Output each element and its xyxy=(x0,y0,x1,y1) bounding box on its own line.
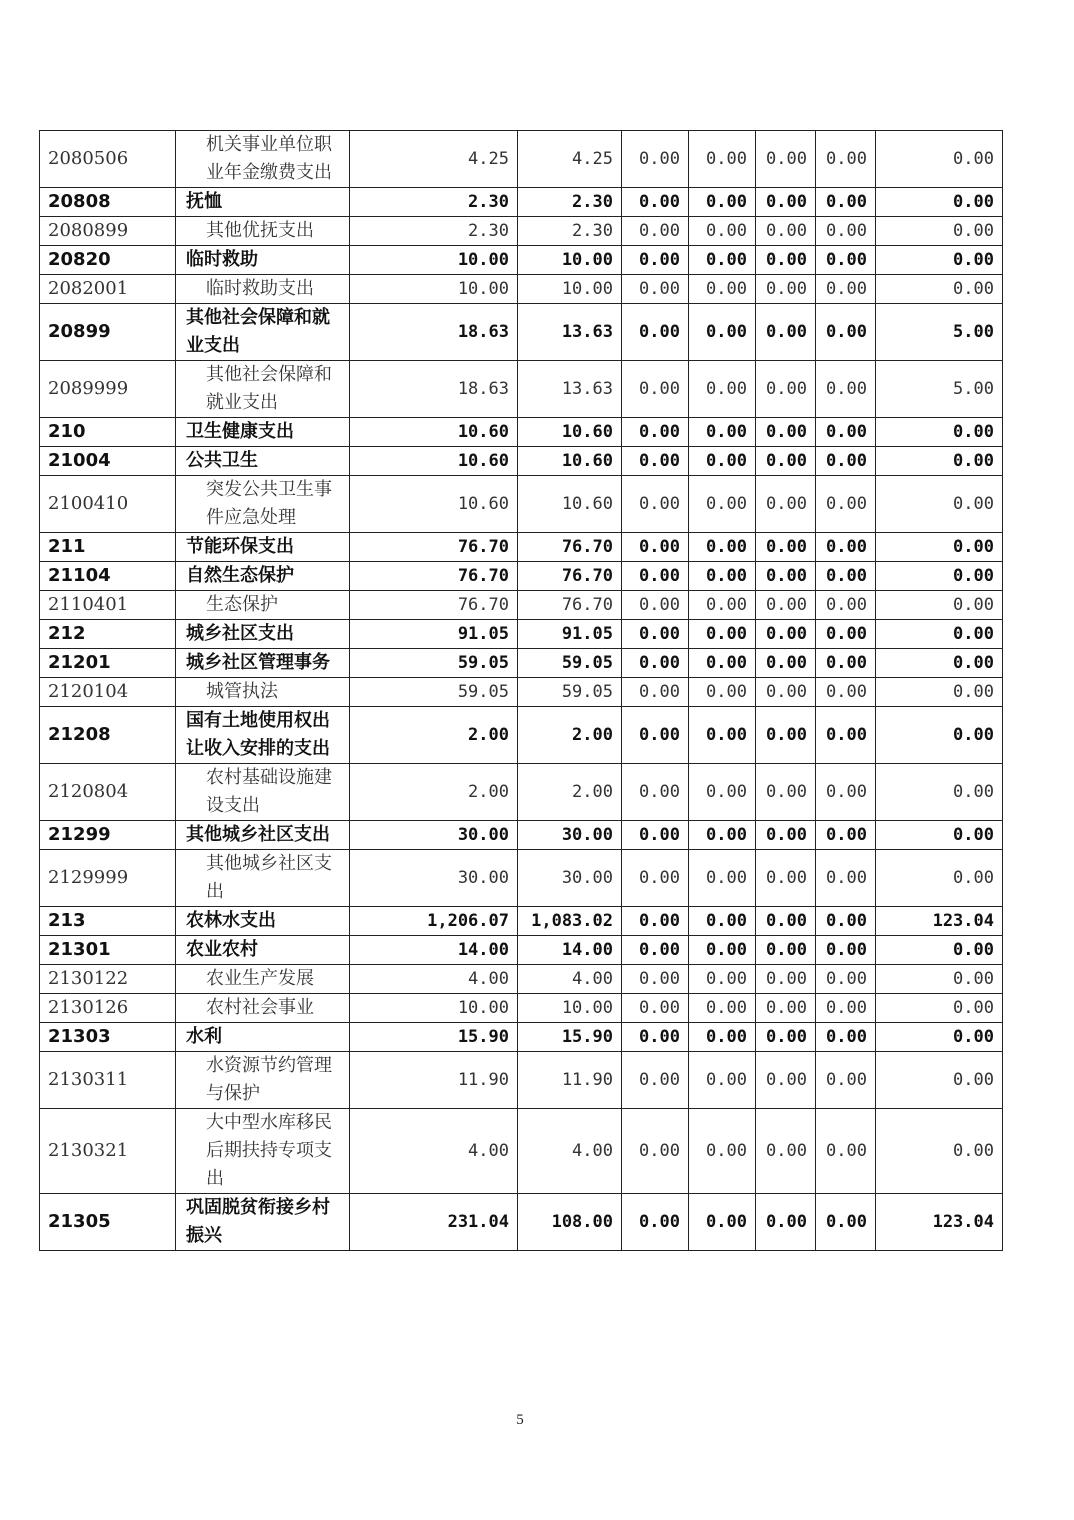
total-amount: 76.70 xyxy=(350,562,518,591)
basic-expenditure: 108.00 xyxy=(518,1194,622,1251)
account-name: 抚恤 xyxy=(176,188,350,217)
basic-expenditure: 4.00 xyxy=(518,965,622,994)
project-expenditure: 0.00 xyxy=(876,936,1003,965)
value-col-6: 0.00 xyxy=(816,476,876,533)
table-row xyxy=(40,1052,1003,1109)
value-col-6: 0.00 xyxy=(816,1109,876,1194)
table-row xyxy=(40,476,1003,533)
project-expenditure: 0.00 xyxy=(876,707,1003,764)
table-row xyxy=(40,188,1003,217)
account-name: 卫生健康支出 xyxy=(176,418,350,447)
account-name: 巩固脱贫衔接乡村振兴 xyxy=(176,1194,350,1251)
table-row xyxy=(40,217,1003,246)
value-col-4: 0.00 xyxy=(689,1194,756,1251)
value-col-4: 0.00 xyxy=(689,1052,756,1109)
value-col-5: 0.00 xyxy=(756,591,816,620)
total-amount: 10.60 xyxy=(350,476,518,533)
value-col-6: 0.00 xyxy=(816,275,876,304)
basic-expenditure: 2.30 xyxy=(518,217,622,246)
value-col-3: 0.00 xyxy=(622,533,689,562)
project-expenditure: 123.04 xyxy=(876,1194,1003,1251)
account-code: 2100410 xyxy=(40,476,176,533)
value-col-3: 0.00 xyxy=(622,936,689,965)
account-name: 农村基础设施建设支出 xyxy=(176,764,350,821)
value-col-3: 0.00 xyxy=(622,821,689,850)
account-code: 211 xyxy=(40,533,176,562)
account-name: 其他城乡社区支出 xyxy=(176,821,350,850)
value-col-4: 0.00 xyxy=(689,246,756,275)
account-name: 农村社会事业 xyxy=(176,994,350,1023)
value-col-5: 0.00 xyxy=(756,1023,816,1052)
account-name: 临时救助支出 xyxy=(176,275,350,304)
project-expenditure: 0.00 xyxy=(876,850,1003,907)
table-row xyxy=(40,936,1003,965)
value-col-6: 0.00 xyxy=(816,562,876,591)
value-col-3: 0.00 xyxy=(622,649,689,678)
value-col-6: 0.00 xyxy=(816,1194,876,1251)
account-code: 2120104 xyxy=(40,678,176,707)
basic-expenditure: 76.70 xyxy=(518,591,622,620)
value-col-6: 0.00 xyxy=(816,936,876,965)
value-col-6: 0.00 xyxy=(816,907,876,936)
value-col-5: 0.00 xyxy=(756,476,816,533)
value-col-3: 0.00 xyxy=(622,275,689,304)
value-col-4: 0.00 xyxy=(689,188,756,217)
project-expenditure: 0.00 xyxy=(876,447,1003,476)
value-col-6: 0.00 xyxy=(816,1052,876,1109)
total-amount: 10.60 xyxy=(350,418,518,447)
table-row xyxy=(40,850,1003,907)
value-col-5: 0.00 xyxy=(756,850,816,907)
project-expenditure: 0.00 xyxy=(876,131,1003,188)
project-expenditure: 0.00 xyxy=(876,994,1003,1023)
project-expenditure: 0.00 xyxy=(876,562,1003,591)
value-col-5: 0.00 xyxy=(756,217,816,246)
account-code: 2130122 xyxy=(40,965,176,994)
total-amount: 11.90 xyxy=(350,1052,518,1109)
project-expenditure: 0.00 xyxy=(876,591,1003,620)
value-col-4: 0.00 xyxy=(689,649,756,678)
project-expenditure: 0.00 xyxy=(876,620,1003,649)
value-col-6: 0.00 xyxy=(816,188,876,217)
project-expenditure: 5.00 xyxy=(876,361,1003,418)
total-amount: 59.05 xyxy=(350,678,518,707)
page-number: 5 xyxy=(516,1412,524,1428)
basic-expenditure: 10.00 xyxy=(518,994,622,1023)
account-name: 临时救助 xyxy=(176,246,350,275)
value-col-4: 0.00 xyxy=(689,764,756,821)
total-amount: 4.25 xyxy=(350,131,518,188)
value-col-5: 0.00 xyxy=(756,1194,816,1251)
value-col-4: 0.00 xyxy=(689,131,756,188)
total-amount: 18.63 xyxy=(350,304,518,361)
value-col-3: 0.00 xyxy=(622,304,689,361)
total-amount: 4.00 xyxy=(350,1109,518,1194)
table-row xyxy=(40,246,1003,275)
value-col-6: 0.00 xyxy=(816,418,876,447)
account-code: 210 xyxy=(40,418,176,447)
value-col-5: 0.00 xyxy=(756,764,816,821)
value-col-6: 0.00 xyxy=(816,678,876,707)
value-col-4: 0.00 xyxy=(689,707,756,764)
project-expenditure: 0.00 xyxy=(876,1023,1003,1052)
account-code: 2129999 xyxy=(40,850,176,907)
value-col-5: 0.00 xyxy=(756,907,816,936)
project-expenditure: 0.00 xyxy=(876,476,1003,533)
account-name: 城乡社区管理事务 xyxy=(176,649,350,678)
account-name: 大中型水库移民后期扶持专项支出 xyxy=(176,1109,350,1194)
table-row xyxy=(40,907,1003,936)
table-row xyxy=(40,707,1003,764)
value-col-4: 0.00 xyxy=(689,678,756,707)
total-amount: 59.05 xyxy=(350,649,518,678)
value-col-5: 0.00 xyxy=(756,131,816,188)
account-name: 其他社会保障和就业支出 xyxy=(176,361,350,418)
total-amount: 4.00 xyxy=(350,965,518,994)
value-col-6: 0.00 xyxy=(816,764,876,821)
project-expenditure: 0.00 xyxy=(876,678,1003,707)
account-name: 城管执法 xyxy=(176,678,350,707)
account-name: 其他优抚支出 xyxy=(176,217,350,246)
project-expenditure: 0.00 xyxy=(876,533,1003,562)
account-code: 20820 xyxy=(40,246,176,275)
basic-expenditure: 76.70 xyxy=(518,562,622,591)
value-col-4: 0.00 xyxy=(689,304,756,361)
project-expenditure: 0.00 xyxy=(876,246,1003,275)
value-col-3: 0.00 xyxy=(622,1023,689,1052)
total-amount: 2.30 xyxy=(350,217,518,246)
account-name: 节能环保支出 xyxy=(176,533,350,562)
value-col-3: 0.00 xyxy=(622,217,689,246)
account-code: 2130321 xyxy=(40,1109,176,1194)
total-amount: 76.70 xyxy=(350,533,518,562)
table-row xyxy=(40,620,1003,649)
value-col-4: 0.00 xyxy=(689,821,756,850)
value-col-6: 0.00 xyxy=(816,965,876,994)
value-col-4: 0.00 xyxy=(689,476,756,533)
project-expenditure: 0.00 xyxy=(876,649,1003,678)
total-amount: 10.60 xyxy=(350,447,518,476)
basic-expenditure: 59.05 xyxy=(518,649,622,678)
value-col-6: 0.00 xyxy=(816,533,876,562)
account-code: 21301 xyxy=(40,936,176,965)
value-col-4: 0.00 xyxy=(689,591,756,620)
basic-expenditure: 1,083.02 xyxy=(518,907,622,936)
total-amount: 18.63 xyxy=(350,361,518,418)
value-col-5: 0.00 xyxy=(756,188,816,217)
value-col-6: 0.00 xyxy=(816,131,876,188)
value-col-5: 0.00 xyxy=(756,821,816,850)
basic-expenditure: 10.00 xyxy=(518,246,622,275)
basic-expenditure: 10.60 xyxy=(518,418,622,447)
value-col-4: 0.00 xyxy=(689,994,756,1023)
account-code: 21104 xyxy=(40,562,176,591)
value-col-3: 0.00 xyxy=(622,850,689,907)
account-name: 其他社会保障和就业支出 xyxy=(176,304,350,361)
value-col-3: 0.00 xyxy=(622,907,689,936)
basic-expenditure: 4.00 xyxy=(518,1109,622,1194)
account-code: 21201 xyxy=(40,649,176,678)
total-amount: 10.00 xyxy=(350,275,518,304)
value-col-3: 0.00 xyxy=(622,562,689,591)
value-col-3: 0.00 xyxy=(622,131,689,188)
basic-expenditure: 14.00 xyxy=(518,936,622,965)
account-code: 2080506 xyxy=(40,131,176,188)
value-col-5: 0.00 xyxy=(756,361,816,418)
value-col-4: 0.00 xyxy=(689,562,756,591)
account-name: 水资源节约管理与保护 xyxy=(176,1052,350,1109)
table-row xyxy=(40,678,1003,707)
value-col-3: 0.00 xyxy=(622,476,689,533)
value-col-5: 0.00 xyxy=(756,620,816,649)
table-row xyxy=(40,821,1003,850)
value-col-3: 0.00 xyxy=(622,418,689,447)
value-col-4: 0.00 xyxy=(689,1109,756,1194)
value-col-3: 0.00 xyxy=(622,246,689,275)
table-row xyxy=(40,304,1003,361)
value-col-3: 0.00 xyxy=(622,188,689,217)
account-name: 农业农村 xyxy=(176,936,350,965)
value-col-4: 0.00 xyxy=(689,533,756,562)
value-col-3: 0.00 xyxy=(622,361,689,418)
value-col-6: 0.00 xyxy=(816,821,876,850)
value-col-3: 0.00 xyxy=(622,994,689,1023)
value-col-6: 0.00 xyxy=(816,217,876,246)
basic-expenditure: 76.70 xyxy=(518,533,622,562)
basic-expenditure: 4.25 xyxy=(518,131,622,188)
project-expenditure: 0.00 xyxy=(876,275,1003,304)
basic-expenditure: 10.00 xyxy=(518,275,622,304)
account-name: 机关事业单位职业年金缴费支出 xyxy=(176,131,350,188)
account-code: 2089999 xyxy=(40,361,176,418)
account-name: 国有土地使用权出让收入安排的支出 xyxy=(176,707,350,764)
basic-expenditure: 2.00 xyxy=(518,707,622,764)
account-code: 212 xyxy=(40,620,176,649)
value-col-6: 0.00 xyxy=(816,246,876,275)
total-amount: 2.30 xyxy=(350,188,518,217)
value-col-6: 0.00 xyxy=(816,707,876,764)
account-code: 21305 xyxy=(40,1194,176,1251)
account-code: 20808 xyxy=(40,188,176,217)
value-col-4: 0.00 xyxy=(689,850,756,907)
table-row xyxy=(40,591,1003,620)
value-col-4: 0.00 xyxy=(689,1023,756,1052)
value-col-4: 0.00 xyxy=(689,965,756,994)
value-col-3: 0.00 xyxy=(622,707,689,764)
project-expenditure: 5.00 xyxy=(876,304,1003,361)
value-col-3: 0.00 xyxy=(622,1052,689,1109)
project-expenditure: 0.00 xyxy=(876,1052,1003,1109)
account-code: 213 xyxy=(40,907,176,936)
budget-table xyxy=(39,130,1003,1251)
value-col-5: 0.00 xyxy=(756,418,816,447)
value-col-4: 0.00 xyxy=(689,275,756,304)
value-col-5: 0.00 xyxy=(756,1052,816,1109)
table-row xyxy=(40,1109,1003,1194)
table-row xyxy=(40,562,1003,591)
table-row xyxy=(40,764,1003,821)
value-col-6: 0.00 xyxy=(816,620,876,649)
total-amount: 76.70 xyxy=(350,591,518,620)
total-amount: 14.00 xyxy=(350,936,518,965)
value-col-6: 0.00 xyxy=(816,850,876,907)
value-col-5: 0.00 xyxy=(756,707,816,764)
account-code: 21208 xyxy=(40,707,176,764)
total-amount: 2.00 xyxy=(350,764,518,821)
value-col-3: 0.00 xyxy=(622,591,689,620)
account-name: 农业生产发展 xyxy=(176,965,350,994)
account-name: 其他城乡社区支出 xyxy=(176,850,350,907)
value-col-6: 0.00 xyxy=(816,994,876,1023)
project-expenditure: 0.00 xyxy=(876,821,1003,850)
project-expenditure: 0.00 xyxy=(876,188,1003,217)
value-col-6: 0.00 xyxy=(816,361,876,418)
project-expenditure: 0.00 xyxy=(876,217,1003,246)
basic-expenditure: 30.00 xyxy=(518,850,622,907)
account-name: 生态保护 xyxy=(176,591,350,620)
total-amount: 2.00 xyxy=(350,707,518,764)
value-col-6: 0.00 xyxy=(816,304,876,361)
value-col-4: 0.00 xyxy=(689,447,756,476)
table-row xyxy=(40,1023,1003,1052)
table-row xyxy=(40,275,1003,304)
basic-expenditure: 59.05 xyxy=(518,678,622,707)
basic-expenditure: 2.30 xyxy=(518,188,622,217)
total-amount: 15.90 xyxy=(350,1023,518,1052)
value-col-3: 0.00 xyxy=(622,764,689,821)
basic-expenditure: 91.05 xyxy=(518,620,622,649)
value-col-3: 0.00 xyxy=(622,678,689,707)
value-col-5: 0.00 xyxy=(756,562,816,591)
value-col-5: 0.00 xyxy=(756,936,816,965)
table-row xyxy=(40,447,1003,476)
account-code: 2130311 xyxy=(40,1052,176,1109)
table-row xyxy=(40,361,1003,418)
table-row xyxy=(40,994,1003,1023)
value-col-4: 0.00 xyxy=(689,907,756,936)
project-expenditure: 0.00 xyxy=(876,764,1003,821)
total-amount: 1,206.07 xyxy=(350,907,518,936)
table-row xyxy=(40,418,1003,447)
total-amount: 231.04 xyxy=(350,1194,518,1251)
value-col-4: 0.00 xyxy=(689,418,756,447)
project-expenditure: 0.00 xyxy=(876,418,1003,447)
basic-expenditure: 13.63 xyxy=(518,304,622,361)
total-amount: 30.00 xyxy=(350,850,518,907)
value-col-5: 0.00 xyxy=(756,994,816,1023)
account-code: 2082001 xyxy=(40,275,176,304)
table-row xyxy=(40,649,1003,678)
value-col-5: 0.00 xyxy=(756,678,816,707)
basic-expenditure: 2.00 xyxy=(518,764,622,821)
value-col-5: 0.00 xyxy=(756,275,816,304)
basic-expenditure: 13.63 xyxy=(518,361,622,418)
value-col-4: 0.00 xyxy=(689,936,756,965)
value-col-6: 0.00 xyxy=(816,447,876,476)
basic-expenditure: 10.60 xyxy=(518,476,622,533)
value-col-4: 0.00 xyxy=(689,361,756,418)
account-code: 2120804 xyxy=(40,764,176,821)
account-name: 水利 xyxy=(176,1023,350,1052)
value-col-5: 0.00 xyxy=(756,649,816,678)
value-col-3: 0.00 xyxy=(622,1109,689,1194)
account-code: 21299 xyxy=(40,821,176,850)
table-body xyxy=(40,131,1003,1251)
total-amount: 91.05 xyxy=(350,620,518,649)
total-amount: 10.00 xyxy=(350,246,518,275)
account-name: 城乡社区支出 xyxy=(176,620,350,649)
value-col-5: 0.00 xyxy=(756,246,816,275)
value-col-5: 0.00 xyxy=(756,965,816,994)
account-code: 21004 xyxy=(40,447,176,476)
account-code: 21303 xyxy=(40,1023,176,1052)
value-col-3: 0.00 xyxy=(622,1194,689,1251)
table-row xyxy=(40,533,1003,562)
value-col-5: 0.00 xyxy=(756,447,816,476)
account-name: 公共卫生 xyxy=(176,447,350,476)
account-code: 2080899 xyxy=(40,217,176,246)
account-name: 突发公共卫生事件应急处理 xyxy=(176,476,350,533)
basic-expenditure: 15.90 xyxy=(518,1023,622,1052)
account-name: 农林水支出 xyxy=(176,907,350,936)
value-col-3: 0.00 xyxy=(622,620,689,649)
account-code: 2110401 xyxy=(40,591,176,620)
value-col-6: 0.00 xyxy=(816,1023,876,1052)
value-col-3: 0.00 xyxy=(622,965,689,994)
value-col-3: 0.00 xyxy=(622,447,689,476)
basic-expenditure: 30.00 xyxy=(518,821,622,850)
value-col-4: 0.00 xyxy=(689,217,756,246)
project-expenditure: 0.00 xyxy=(876,1109,1003,1194)
account-name: 自然生态保护 xyxy=(176,562,350,591)
value-col-5: 0.00 xyxy=(756,533,816,562)
total-amount: 30.00 xyxy=(350,821,518,850)
basic-expenditure: 10.60 xyxy=(518,447,622,476)
value-col-4: 0.00 xyxy=(689,620,756,649)
project-expenditure: 123.04 xyxy=(876,907,1003,936)
value-col-6: 0.00 xyxy=(816,649,876,678)
value-col-5: 0.00 xyxy=(756,304,816,361)
account-code: 2130126 xyxy=(40,994,176,1023)
table-row xyxy=(40,1194,1003,1251)
account-code: 20899 xyxy=(40,304,176,361)
value-col-6: 0.00 xyxy=(816,591,876,620)
table-row xyxy=(40,965,1003,994)
value-col-5: 0.00 xyxy=(756,1109,816,1194)
table-row xyxy=(40,131,1003,188)
project-expenditure: 0.00 xyxy=(876,965,1003,994)
total-amount: 10.00 xyxy=(350,994,518,1023)
basic-expenditure: 11.90 xyxy=(518,1052,622,1109)
